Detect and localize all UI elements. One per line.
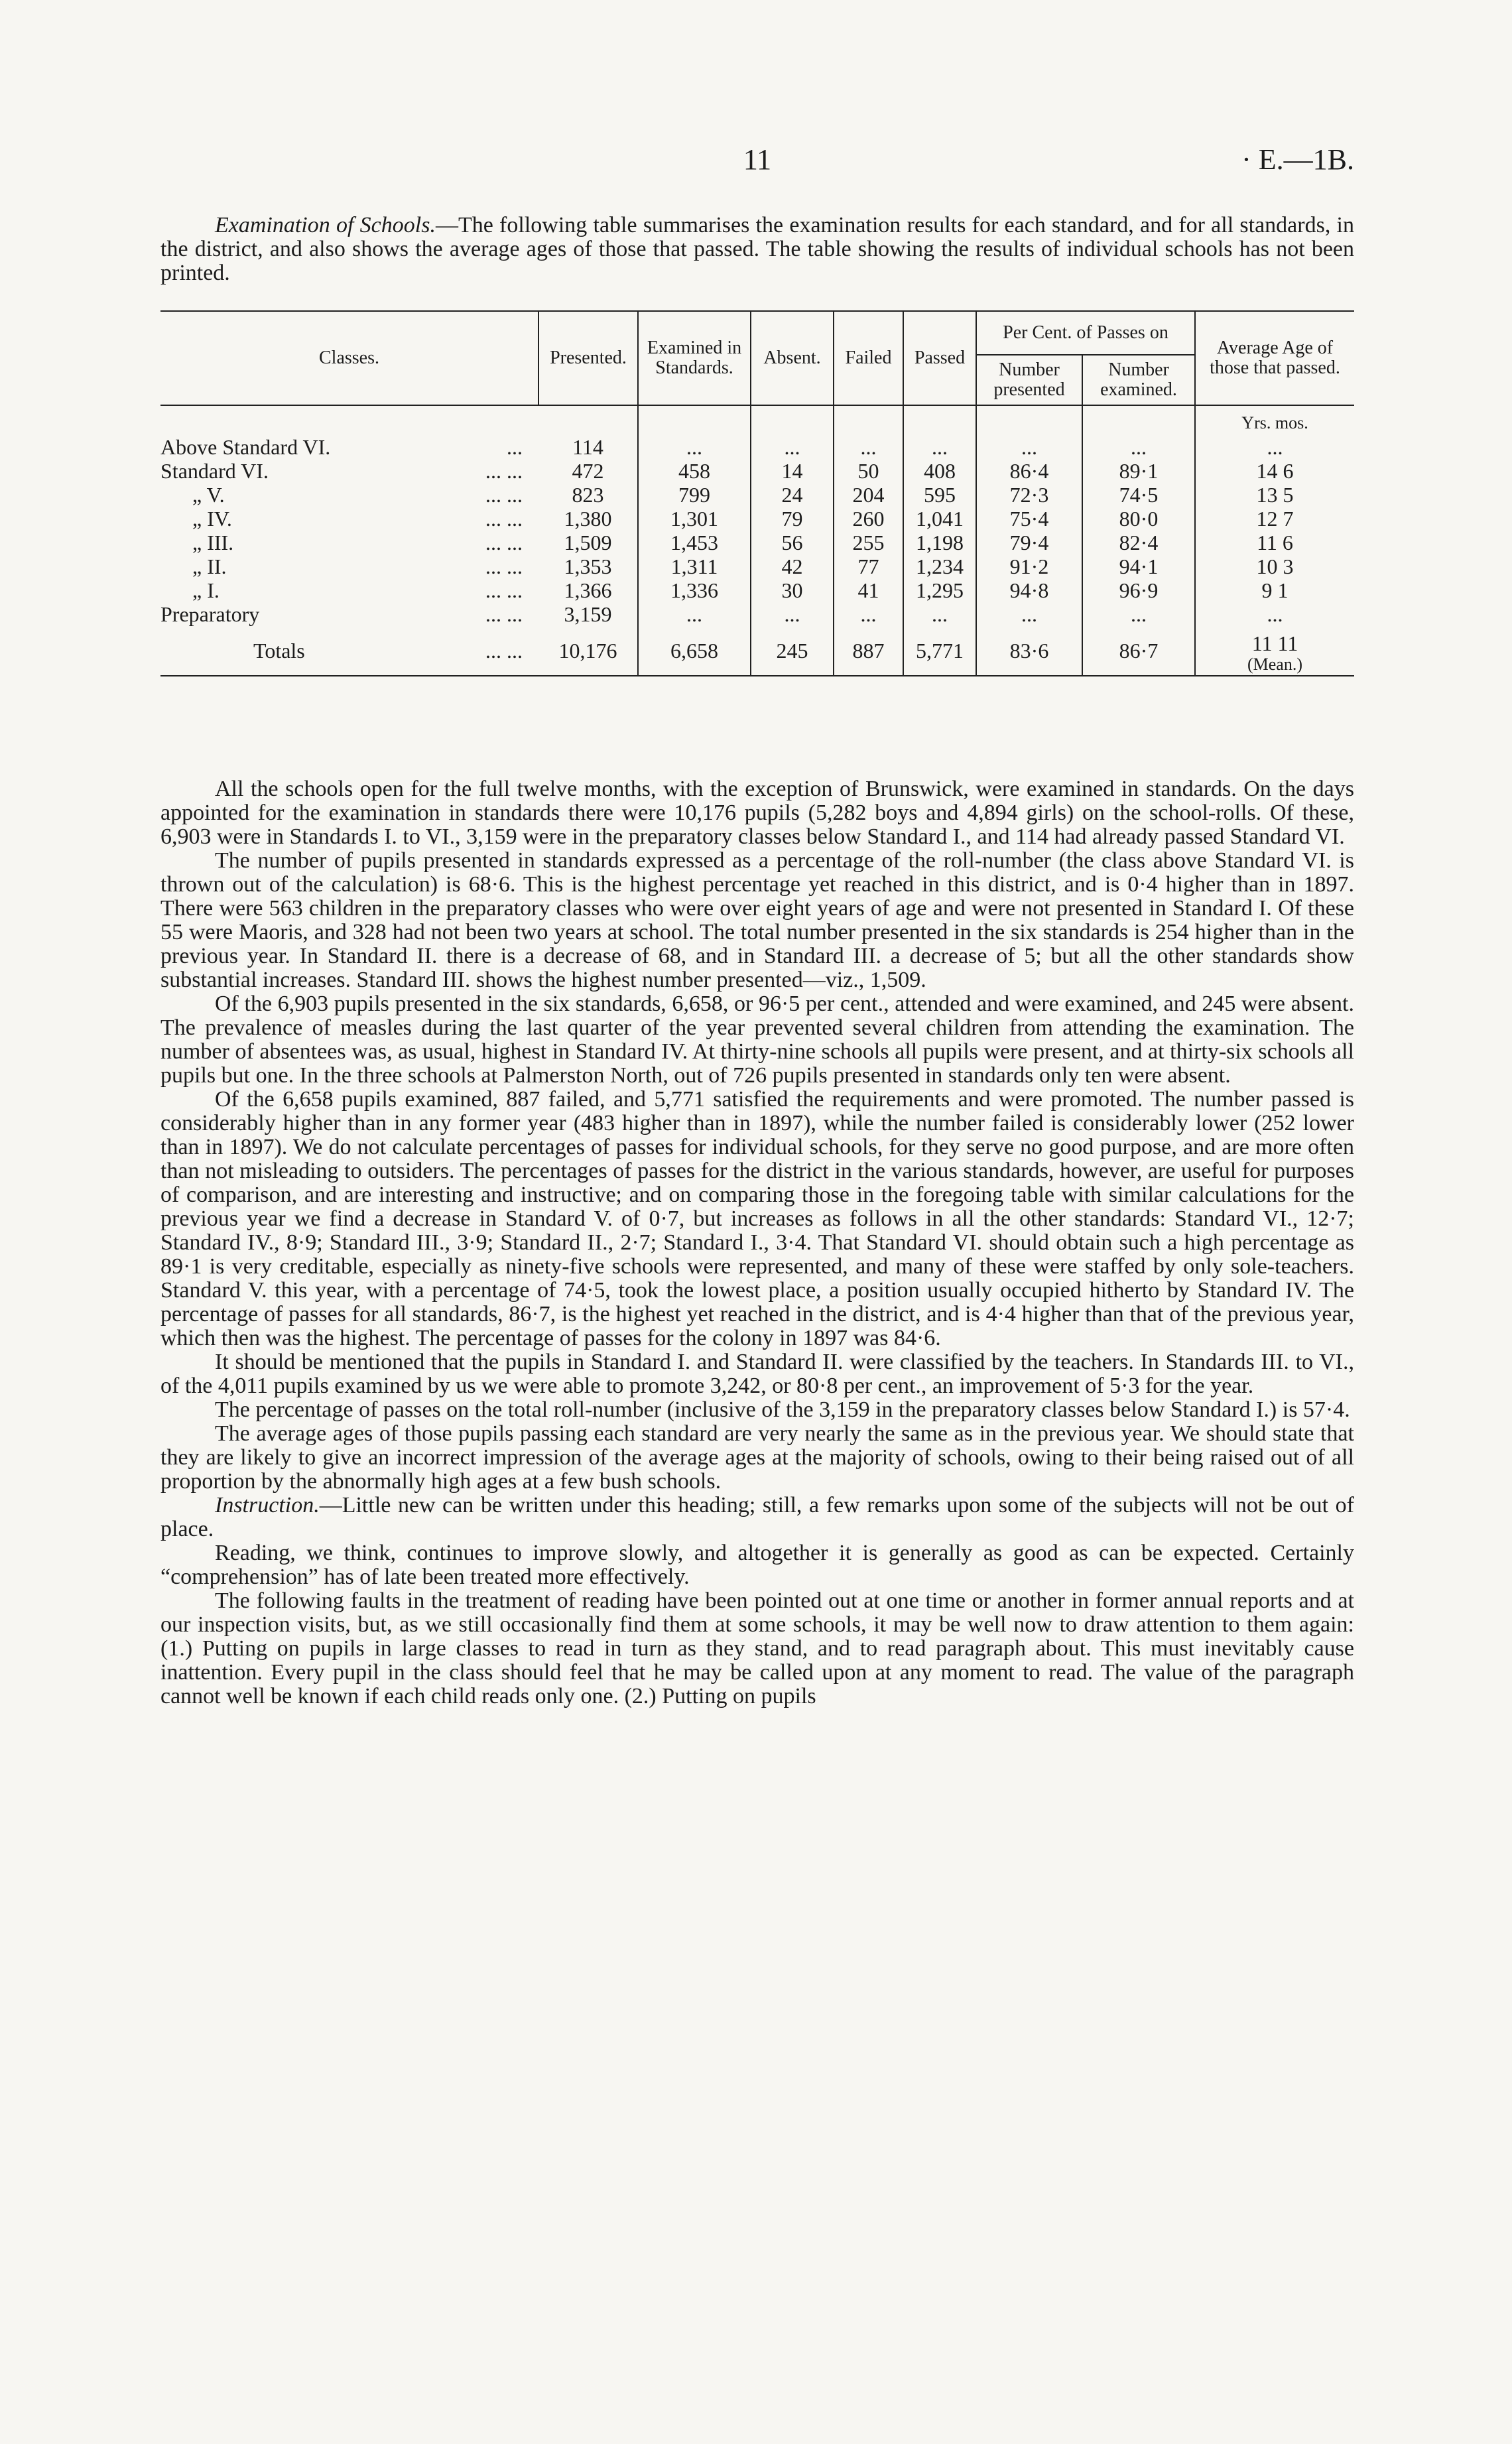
table-row [160,602,1354,626]
class-label: Above Standard VI. [160,435,331,459]
paragraph [160,1494,1354,1541]
report-body [160,777,1354,1708]
cell-passed: 408 [903,459,976,483]
cell-failed: ... [834,435,903,459]
header-classes: Classes. [160,311,538,405]
cell-absent: 30 [751,578,834,602]
cell-presented: 1,366 [564,578,612,602]
cell-presented: 472 [572,459,604,483]
cell-absent: 14 [751,459,834,483]
class-label: Preparatory [160,602,260,626]
paragraph: It should be mentioned that the pupils in Standard I. and Standard II. were classified by the teachers. In Standards III. to VI., of the 4,011 pupils examined by us we were able to promote 3,242, or 80·8 per cent., an improvement of 5·3 for the year. [160,1350,1354,1398]
cell-absent: ... [751,435,834,459]
cell-absent: 56 [751,531,834,554]
cell-pct-presented: 86·4 [976,459,1082,483]
leader-dots: ... ... [485,554,523,578]
cell-average-age: 11 6 [1195,531,1354,554]
table-row [160,483,1354,507]
cell-passed: 1,234 [903,554,976,578]
cell-failed: ... [834,602,903,626]
total-examined: 6,658 [638,626,751,676]
cell-pct-examined: 94·1 [1082,554,1195,578]
header-number-presented: Number presented [976,355,1082,405]
cell-failed: 255 [834,531,903,554]
leader-dots: ... ... [485,639,523,663]
cell-absent: 42 [751,554,834,578]
examination-results-table [160,310,1354,676]
cell-presented: 823 [572,483,604,507]
cell-examined: 1,311 [638,554,751,578]
cell-passed: 1,198 [903,531,976,554]
page-header [160,143,1354,182]
cell-pct-presented: 79·4 [976,531,1082,554]
cell-examined: 458 [638,459,751,483]
cell-absent: 24 [751,483,834,507]
cell-passed: 595 [903,483,976,507]
cell-pct-examined: 96·9 [1082,578,1195,602]
cell-average-age: ... [1195,602,1354,626]
cell-pct-examined: 82·4 [1082,531,1195,554]
cell-failed: 50 [834,459,903,483]
page-number: 11 [743,143,772,176]
table-row [160,459,1354,483]
section-lead-instruction: Instruction. [215,1493,320,1517]
cell-pct-examined: ... [1082,435,1195,459]
intro-text: —The following table summarises the examination results for each standard, and for all standards, in the district, and also shows the average ages of those that passed. The table showing the results of individual schools has not been printed. [160,213,1355,285]
cell-examined: ... [638,602,751,626]
leader-dots: ... ... [485,578,523,602]
cell-average-age: 14 6 [1195,459,1354,483]
paragraph: Of the 6,658 pupils examined, 887 failed, and 5,771 satisfied the requirements and were promoted. The number passed is considerably higher than in any former year (483 higher than in 1897), while the number failed is considerably lower (252 lower than in 1897). We do not calculate percentages of passes for individual schools, for they serve no good purpose, and are more often than not misleading to outsiders. The percentages of passes for the district in the various standards, however, are useful for purposes of comparison, and are interesting and instructive; and on comparing those in the foregoing table with similar calculations for the previous year we find a decrease in Standard V. of 0·7, but increases as follows in all the other standards: Standard VI., 12·7; Standard IV., 8·9; Standard III., 3·9; Standard II., 2·7; Standard I., 3·4. That Standard VI. should obtain such a high percentage as 89·1 is very creditable, especially as ninety-five schools were represented, and many of these were staffed by only sole-teachers. Standard V. this year, with a percentage of 74·5, took the lowest place, a position usually occupied hitherto by Standard IV. The percentage of passes for all standards, 86·7, is the highest yet reached in the district, and is 4·4 higher than that of the previous year, which then was the highest. The percentage of passes for the colony in 1897 was 84·6. [160,1087,1354,1350]
header-average-age: Average Age of those that passed. [1195,311,1354,405]
leader-dots: ... [507,435,523,459]
cell-passed: ... [903,435,976,459]
class-label: „ II. [192,554,227,578]
cell-examined: ... [638,435,751,459]
paragraph: All the schools open for the full twelve months, with the exception of Brunswick, were examined in standards. On the days appointed for the examination in standards there were 10,176 pupils (5,282 boys and 4,894 girls) on the school-rolls. Of these, 6,903 were in Standards I. to VI., 3,159 were in the preparatory classes below Standard I., and 114 had already passed Standard VI. [160,777,1354,849]
table-row [160,507,1354,531]
total-passed: 5,771 [903,626,976,676]
class-label: Standard VI. [160,459,269,483]
cell-pct-presented: 72·3 [976,483,1082,507]
total-absent: 245 [751,626,834,676]
table-row [160,578,1354,602]
header-presented: Presented. [538,311,638,405]
leader-dots: ... ... [485,531,523,554]
paragraph: Reading, we think, continues to improve slowly, and altogether it is generally as good as can be expected. Certainly “comprehension” has of late been treated more effectively. [160,1541,1354,1589]
cell-pct-examined: 80·0 [1082,507,1195,531]
header-percent-group: Per Cent. of Passes on [976,311,1195,355]
cell-passed: ... [903,602,976,626]
cell-presented: 3,159 [564,602,612,626]
paragraph-text: —Little new can be written under this heading; still, a few remarks upon some of the subjects will not be out of place. [160,1493,1354,1541]
cell-passed: 1,041 [903,507,976,531]
table-row [160,531,1354,554]
cell-average-age: 9 1 [1195,578,1354,602]
cell-examined: 1,453 [638,531,751,554]
total-pct-examined: 86·7 [1082,626,1195,676]
leader-dots: ... ... [485,507,523,531]
cell-pct-examined: 74·5 [1082,483,1195,507]
cell-average-age: 13 5 [1195,483,1354,507]
total-presented: 10,176 [558,639,617,663]
cell-examined: 1,336 [638,578,751,602]
cell-absent: ... [751,602,834,626]
cell-pct-examined: 89·1 [1082,459,1195,483]
cell-examined: 1,301 [638,507,751,531]
cell-pct-presented: 94·8 [976,578,1082,602]
cell-examined: 799 [638,483,751,507]
cell-passed: 1,295 [903,578,976,602]
paragraph: The following faults in the treatment of reading have been pointed out at one time or another in former annual reports and at our inspection visits, but, as we still occasionally find them at some schools, it may be well now to draw attention to them again: (1.) Putting on pupils in large classes to read in turn as they stand, and to read paragraph about. This must inevitably cause inattention. Every pupil in the class should feel that he may be called upon at any moment to read. The value of the paragraph cannot well be known if each child reads only one. (2.) Putting on pupils [160,1588,1354,1708]
class-label: „ III. [192,531,234,554]
mean-label: (Mean.) [1247,655,1302,674]
header-absent: Absent. [751,311,834,405]
cell-pct-presented: ... [976,602,1082,626]
document-reference: · E.—1B. [1241,143,1354,176]
header-number-examined: Number examined. [1082,355,1195,405]
cell-absent: 79 [751,507,834,531]
class-label: „ V. [192,483,225,507]
paragraph: The number of pupils presented in standards expressed as a percentage of the roll-number (the class above Standard VI. is thrown out of the calculation) is 68·6. This is the highest percentage yet reached in this district, and is 0·4 higher than in 1897. There were 563 children in the preparatory classes who were over eight years of age and were not presented in Standard I. Of these 55 were Maoris, and 328 had not been two years at school. The total number presented in the six standards is 254 higher than in the previous year. In Standard II. there is a decrease of 68, and in Standard III. a decrease of 5; but all the other standards show substantial increases. Standard III. shows the highest number presented—viz., 1,509. [160,848,1354,992]
cell-failed: 77 [834,554,903,578]
header-passed: Passed [903,311,976,405]
age-units: Yrs. mos. [1195,405,1354,435]
total-failed: 887 [834,626,903,676]
intro-paragraph [160,214,1354,285]
cell-failed: 260 [834,507,903,531]
cell-average-age: 10 3 [1195,554,1354,578]
cell-presented: 1,353 [564,554,612,578]
cell-pct-presented: 75·4 [976,507,1082,531]
total-average-age: 11 11 [1251,631,1298,655]
class-label: „ IV. [192,507,232,531]
section-lead-examination: Examination of Schools. [215,213,436,237]
class-label: „ I. [192,578,220,602]
cell-failed: 204 [834,483,903,507]
leader-dots: ... ... [485,602,523,626]
cell-average-age: 12 7 [1195,507,1354,531]
cell-failed: 41 [834,578,903,602]
cell-presented: 1,380 [564,507,612,531]
cell-pct-presented: ... [976,435,1082,459]
totals-row [160,626,1354,676]
paragraph: The average ages of those pupils passing each standard are very nearly the same as in the previous year. We should state that they are likely to give an incorrect impression of the average ages at the majority of schools, owing to their being raised out of all proportion by the abnormally high ages at a few bush schools. [160,1421,1354,1494]
paragraph: Of the 6,903 pupils presented in the six standards, 6,658, or 96·5 per cent., attended and were examined, and 245 were absent. The prevalence of measles during the last quarter of the year prevented several children from attending the examination. The number of absentees was, as usual, highest in Standard IV. At thirty-nine schools all pupils were present, and at thirty-six schools all pupils but one. In the three schools at Palmerston North, out of 726 pupils presented in standards only ten were absent. [160,992,1354,1088]
table-row [160,554,1354,578]
totals-label: Totals [253,639,305,663]
total-pct-presented: 83·6 [976,626,1082,676]
table-row [160,435,1354,459]
units-row [160,405,1354,435]
cell-average-age: ... [1195,435,1354,459]
paragraph: The percentage of passes on the total roll-number (inclusive of the 3,159 in the preparatory classes below Standard I.) is 57·4. [215,1397,1350,1422]
cell-presented: 114 [572,435,603,459]
cell-pct-presented: 91·2 [976,554,1082,578]
header-examined: Examined in Standards. [638,311,751,405]
leader-dots: ... ... [485,459,523,483]
header-failed: Failed [834,311,903,405]
leader-dots: ... ... [485,483,523,507]
cell-pct-examined: ... [1082,602,1195,626]
cell-presented: 1,509 [564,531,612,554]
